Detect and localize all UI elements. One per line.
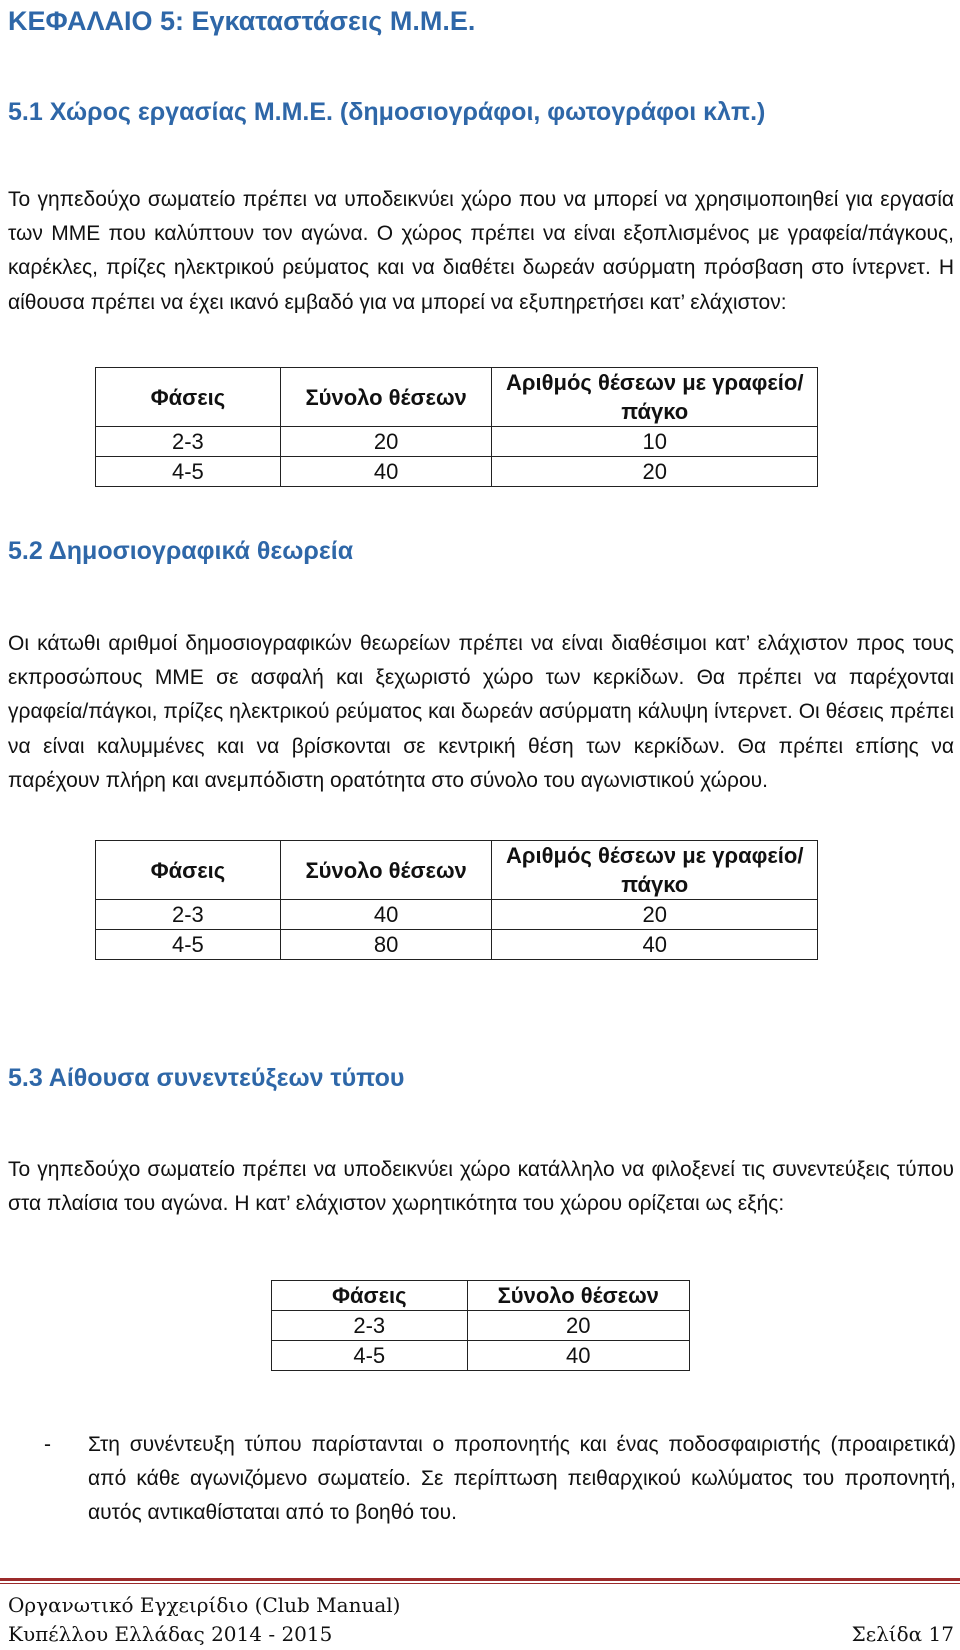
- table-cell: 80: [280, 930, 492, 960]
- section-5-2-paragraph: Οι κάτωθι αριθμοί δημοσιογραφικών θεωρείων πρέπει να είναι διαθέσιμοι κατ’ ελάχιστον προς τους εκπροσώπους ΜΜΕ σε ασφαλή και ξεχωριστό χώρο των κερκίδων. Θα πρέπει να παρέχονται γραφεία/πάγκοι, πρίζες ηλεκτρικού ρεύματος και δωρεάν ασύρματη κάλυψη ίντερνετ. Οι θέσεις πρέπει να είναι καλυμμένες και να βρίσκονται σε κεντρική θέση των κερκίδων. Θα πρέπει επίσης να παρέχουν πλήρη και ανεμπόδιστη ορατότητα στο σύνολο του αγωνιστικού χώρου.: [8, 632, 954, 792]
- press-tribune-table: [95, 840, 818, 960]
- press-conference-table: [271, 1280, 690, 1371]
- table-cell: 4-5: [96, 457, 281, 487]
- table-header-cell: Σύνολο θέσεων: [280, 841, 492, 900]
- chapter-title: ΚΕΦΑΛΑΙΟ 5: Εγκαταστάσεις Μ.Μ.Ε.: [8, 6, 476, 36]
- table-cell: 2-3: [96, 900, 281, 930]
- table-cell: 20: [492, 457, 818, 487]
- media-workroom-table: [95, 367, 818, 487]
- section-title: Αίθουσα συνεντεύξεων τύπου: [48, 1064, 405, 1092]
- table-row: [272, 1341, 690, 1371]
- table-header-cell: Αριθμός θέσεων με γραφείο/πάγκο: [492, 368, 818, 427]
- bullet-marker: -: [44, 1433, 51, 1456]
- table-cell: 40: [280, 457, 492, 487]
- section-number: 5.3: [8, 1064, 43, 1092]
- table-cell: 2-3: [96, 427, 281, 457]
- table-row: [96, 457, 818, 487]
- footer-edition: Κυπέλλου Ελλάδας 2014 - 2015: [8, 1622, 333, 1646]
- table-row: [96, 930, 818, 960]
- table-cell: 40: [467, 1341, 689, 1371]
- table-header-cell: Σύνολο θέσεων: [467, 1281, 689, 1311]
- table-header-cell: Φάσεις: [96, 368, 281, 427]
- section-heading-5-2: [8, 534, 353, 568]
- footer-divider: [0, 1578, 960, 1581]
- section-title: Δημοσιογραφικά θεωρεία: [48, 537, 354, 565]
- table-header-row: [272, 1281, 690, 1311]
- section-heading-5-1: 5.1 Χώρος εργασίας Μ.Μ.Ε. (δημοσιογράφοι, φωτογράφοι κλπ.): [8, 98, 766, 126]
- section-heading-5-3: [8, 1061, 404, 1095]
- footer-divider-thin: [0, 1583, 960, 1584]
- table-header-row: [96, 368, 818, 427]
- table-row: [272, 1311, 690, 1341]
- footer-page-number: Σελίδα 17: [851, 1622, 954, 1646]
- table-header-cell: Φάσεις: [272, 1281, 468, 1311]
- table-header-cell: Αριθμός θέσεων με γραφείο/πάγκο: [492, 841, 818, 900]
- table-cell: 40: [280, 900, 492, 930]
- table-cell: 20: [280, 427, 492, 457]
- table-cell: 4-5: [96, 930, 281, 960]
- table-cell: 20: [492, 900, 818, 930]
- table-header-cell: Φάσεις: [96, 841, 281, 900]
- table-cell: 10: [492, 427, 818, 457]
- table-header-row: [96, 841, 818, 900]
- table-cell: 20: [467, 1311, 689, 1341]
- table-row: [96, 900, 818, 930]
- bullet-text: Στη συνέντευξη τύπου παρίστανται ο προπονητής και ένας ποδοσφαιριστής (προαιρετικά) από κάθε αγωνιζόμενο σωματείο. Σε περίπτωση πειθαρχικού κωλύματος του προπονητή, αυτός αντικαθίσταται από το βοηθό του.: [88, 1433, 956, 1524]
- section-number: 5.2: [8, 537, 43, 565]
- table-header-cell: Σύνολο θέσεων: [280, 368, 492, 427]
- section-5-3-paragraph: Το γηπεδούχο σωματείο πρέπει να υποδεικνύει χώρο κατάλληλο να φιλοξενεί τις συνεντεύξεις τύπου στα πλαίσια του αγώνα. Η κατ’ ελάχιστον χωρητικότητα του χώρου ορίζεται ως εξής:: [8, 1158, 954, 1216]
- table-cell: 2-3: [272, 1311, 468, 1341]
- table-row: [96, 427, 818, 457]
- footer-manual-title: Οργανωτικό Εγχειρίδιο (Club Manual): [8, 1593, 401, 1617]
- section-5-1-paragraph: Το γηπεδούχο σωματείο πρέπει να υποδεικνύει χώρο που να μπορεί να χρησιμοποιηθεί για εργασία των ΜΜΕ που καλύπτουν τον αγώνα. Ο χώρος πρέπει να είναι εξοπλισμένος με γραφεία/πάγκους, καρέκλες, πρίζες ηλεκτρικού ρεύματος και να διαθέτει δωρεάν ασύρματη πρόσβαση στο ίντερνετ. Η αίθουσα πρέπει να έχει ικανό εμβαδό για να μπορεί να εξυπηρετήσει κατ’ ελάχιστον:: [8, 188, 954, 314]
- table-cell: 40: [492, 930, 818, 960]
- table-cell: 4-5: [272, 1341, 468, 1371]
